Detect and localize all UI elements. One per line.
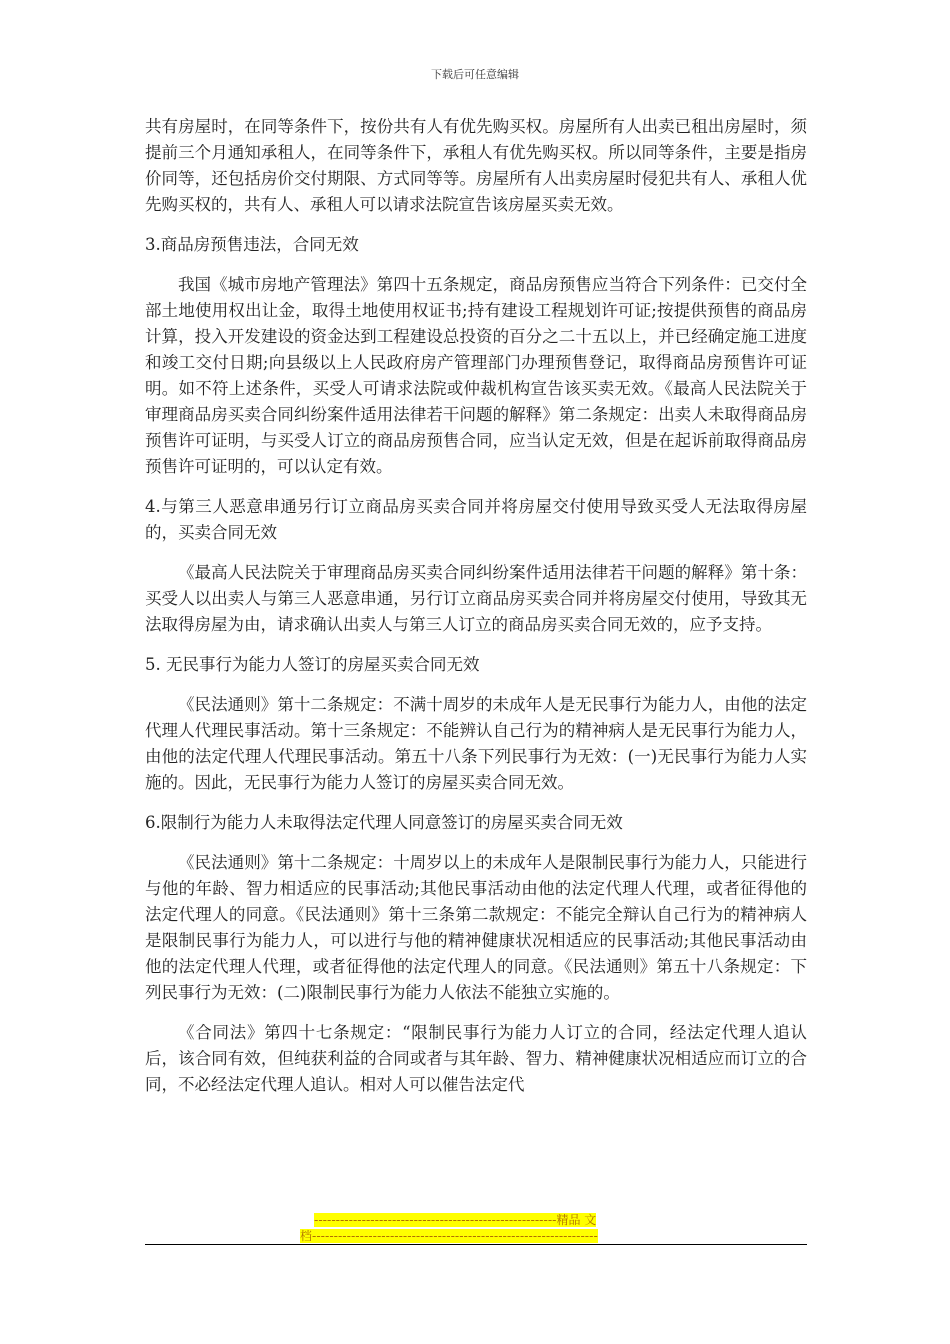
- section-heading-6: 6.限制行为能力人未取得法定代理人同意签订的房屋买卖合同无效: [145, 813, 623, 832]
- paragraph-limited-capacity: 《民法通则》第十二条规定：十周岁以上的未成年人是限制民事行为能力人，只能进行与他的年龄、智力相适应的民事活动;其他民事活动由他的法定代理人代理，或者征得他的法定代理人的同意。《民法通则》第十三条第二款规定：不能完全辩认自己行为的精神病人是限制民事行为能力人，可以进行与他的精神健康状况相适应的民事活动;其他民事活动由他的法定代理人代理，或者征得他的法定代理人的同意。《民法通则》第五十八条规定：下列民事行为无效：(二)限制民事行为能力人依法不能独立实施的。: [145, 853, 807, 1002]
- paragraph-no-capacity: 《民法通则》第十二条规定：不满十周岁的未成年人是无民事行为能力人，由他的法定代理人代理民事活动。第十三条规定：不能辨认自己行为的精神病人是无民事行为能力人，由他的法定代理人代理民事活动。第五十八条下列民事行为无效：(一)无民事行为能力人实施的。因此，无民事行为能力人签订的房屋买卖合同无效。: [145, 695, 807, 792]
- footer-line-2: 档------------------------------------------------------------------: [300, 1229, 598, 1243]
- section-heading-3: 3.商品房预售违法，合同无效: [145, 235, 359, 254]
- paragraph-continuation: 共有房屋时，在同等条件下，按份共有人有优先购买权。房屋所有人出卖已租出房屋时，须提前三个月通知承租人，在同等条件下，承租人有优先购买权。所以同等条件，主要是指房价同等，还包括房价交付期限、方式同等等。房屋所有人出卖房屋时侵犯共有人、承租人优先购买权的，共有人、承租人可以请求法院宣告该房屋买卖无效。: [145, 117, 807, 214]
- page-header: 下载后可任意编辑: [431, 68, 519, 81]
- footer-divider: [145, 1244, 807, 1245]
- section-heading-4: 4.与第三人恶意串通另行订立商品房买卖合同并将房屋交付使用导致买受人无法取得房屋的，买卖合同无效: [145, 497, 807, 542]
- footer-line-1: --------------------------------------------------------精品 文: [314, 1213, 597, 1227]
- paragraph-presale: 我国《城市房地产管理法》第四十五条规定，商品房预售应当符合下列条件：已交付全部土地使用权出让金，取得土地使用权证书;持有建设工程规划许可证;按提供预售的商品房计算，投入开发建设的资金达到工程建设总投资的百分之二十五以上，并已经确定施工进度和竣工交付日期;向县级以上人民政府房产管理部门办理预售登记，取得商品房预售许可证明。如不符上述条件，买受人可请求法院或仲裁机构宣告该买卖无效。《最高人民法院关于审理商品房买卖合同纠纷案件适用法律若干问题的解释》第二条规定：出卖人未取得商品房预售许可证明，与买受人订立的商品房预售合同，应当认定无效，但是在起诉前取得商品房预售许可证明的，可以认定有效。: [145, 275, 807, 476]
- footer-watermark: [300, 1212, 650, 1244]
- paragraph-contract-law: 《合同法》第四十七条规定：“限制民事行为能力人订立的合同，经法定代理人追认后，该合同有效，但纯获利益的合同或者与其年龄、智力、精神健康状况相适应而订立的合同，不必经法定代理人追认。相对人可以催告法定代: [145, 1023, 807, 1094]
- document-body: [145, 114, 807, 1112]
- paragraph-collusion: 《最高人民法院关于审理商品房买卖合同纠纷案件适用法律若干问题的解释》第十条：买受人以出卖人与第三人恶意串通，另行订立商品房买卖合同并将房屋交付使用，导致其无法取得房屋为由，请求确认出卖人与第三人订立的商品房买卖合同无效的，应予支持。: [145, 563, 807, 634]
- section-heading-5: 5. 无民事行为能力人签订的房屋买卖合同无效: [145, 655, 480, 674]
